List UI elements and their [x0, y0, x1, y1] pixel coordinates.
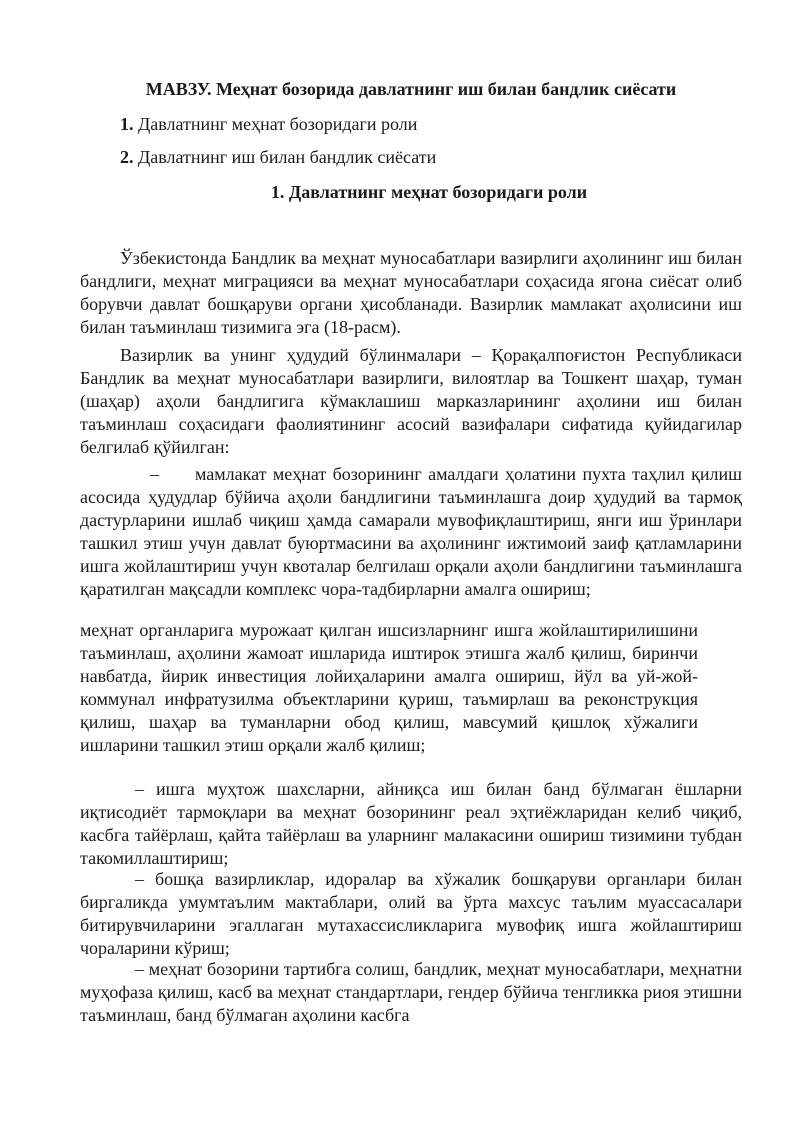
toc-item-number: 2.: [120, 147, 134, 167]
document-title: МАВЗУ. Меҳнат бозорида давлатнинг иш билан бандлик сиёсати: [145, 79, 677, 99]
list-item-text: мамлакат меҳнат бозорининг амалдаги ҳолатини пухта таҳлил қилиш асосида ҳудудлар бўйича аҳоли бандлигини таъминлашга доир ҳудудий ва тармоқ дастурларини ишлаб чиқиш ҳамда самарали мувофиқлаштириш, янги иш ўринлари ташкил этиш учун давлат буюртмасини ва аҳолининг ижтимоий заиф қатламларини ишга жойлаштириш учун квоталар белгилаш орқали аҳоли бандлигини таъминлашга қаратилган мақсадли комплекс чора-тадбирларни амалга ошириш;: [80, 464, 742, 599]
paragraph-tasks-intro: Вазирлик ва унинг ҳудудий бўлинмалари – Қорақалпоғистон Республикаси Бандлик ва меҳнат муносабатлари вазирлиги, вилоятлар ва Тошкент шаҳар, туман (шаҳар) аҳоли бандлигига кўмаклашиш марказларининг аҳолини иш билан таъминлаш соҳасидаги фаолиятининг асосий вазифалари сифатида қуйидагилар белгилаб қўйилган:: [80, 345, 742, 457]
list-item-3: – ишга муҳтож шахсларни, айниқса иш билан банд бўлмаган ёшларни иқтисодиёт тармоқлари ва меҳнат бозорининг реал эҳтиёжларидан келиб чиқиб, касбга тайёрлаш, қайта тайёрлаш ва уларнинг малакасини ошириш тизимини тубдан такомиллаштириш;: [80, 779, 742, 868]
list-dash: –: [150, 464, 159, 484]
list-item-4: – бошқа вазирликлар, идоралар ва хўжалик бошқаруви органлари билан биргаликда умумтаълим мактаблари, олий ва ўрта махсус таълим муассасалари битирувчиларини эгаллаган мутахассисликларига мувофиқ ишга жойлаштириш чораларини кўриш;: [80, 869, 742, 958]
list-item-1: [80, 463, 742, 601]
toc-item-text: Давлатнинг меҳнат бозоридаги роли: [138, 114, 418, 134]
toc-item-text: Давлатнинг иш билан бандлик сиёсати: [138, 147, 437, 167]
toc-item-number: 1.: [120, 114, 134, 134]
section-heading: 1. Давлатнинг меҳнат бозоридаги роли: [270, 182, 588, 202]
list-item-2: меҳнат органларига мурожаат қилган ишсизларнинг ишга жойлаштирилишини таъминлаш, аҳолини жамоат ишларида иштирок этишга жалб қилиш, биринчи навбатда, йирик инвестиция лойиҳаларини амалга ошириш, йўл ва уй-жой-коммунал инфратузилма объектларини қуриш, таъмирлаш ва реконструкция қилиш, шаҳар ва туманларни обод қилиш, мавсумий қишлоқ хўжалиги ишларини ташкил этиш орқали жалб қилиш;: [80, 620, 698, 755]
list-item-5: – меҳнат бозорини тартибга солиш, бандлик, меҳнат муносабатлари, меҳнатни муҳофаза қилиш, касб ва меҳнат стандартлари, гендер бўйича тенгликка риоя этишни таъминлаш, банд бўлмаган аҳолини касбга: [80, 959, 742, 1025]
toc-item-1: [120, 113, 417, 136]
toc-item-2: [120, 146, 436, 169]
paragraph-intro: Ўзбекистонда Бандлик ва меҳнат муносабатлари вазирлиги аҳолининг иш билан бандлиги, меҳнат миграцияси ва меҳнат муносабатлари соҳасида ягона сиёсат олиб борувчи давлат бошқаруви органи ҳисобланади. Вазирлик мамлакат аҳолисини иш билан таъминлаш тизимига эга (18-расм).: [80, 248, 742, 337]
